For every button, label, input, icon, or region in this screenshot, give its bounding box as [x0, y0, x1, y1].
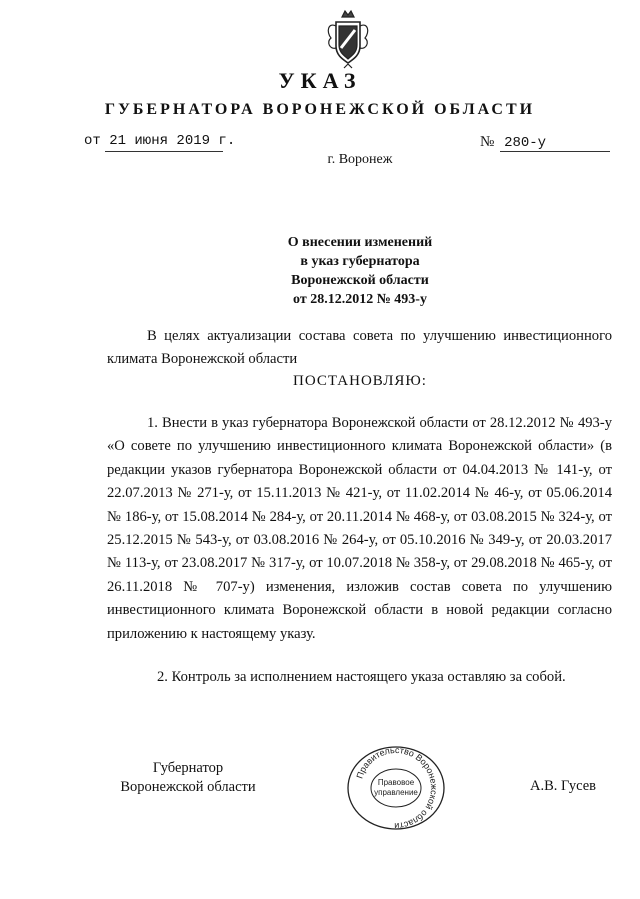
preamble-paragraph: В целях актуализации состава совета по улучшению инвестиционного климата Воронежской области: [107, 328, 612, 368]
official-stamp: [343, 745, 449, 831]
number-label: №: [480, 134, 495, 150]
stamp-center-line: Правовое: [377, 778, 415, 787]
stamp-ring-text: Правительство Воронежской области: [354, 745, 440, 831]
heading-line: от 28.12.2012 № 493-у: [293, 292, 427, 307]
city: г. Воронеж: [327, 152, 393, 167]
clause-1-paragraph: 1. Внести в указ губернатора Воронежской области от 28.12.2012 № 493-у «О совете по улучшению инвестиционного климата Воронежской области» (в редакции указов губернатора Воронежской области от 04.04.2013 № 141-у, от 22.07.2013 № 271-у, от 15.11.2013 № 421-у, от 11.02.2014 № 46-у, от 05.06.2014 № 186-у, от 15.08.2014 № 284-у, от 20.11.2014 № 468-у, от 03.08.2015 № 324-у, от 25.12.2015 № 543-у, от 03.08.2016 № 264-у, от 05.10.2016 № 349-у, от 20.03.2017 № 113-у, от 23.08.2017 № 317-у, от 10.07.2018 № 358-у, от 29.08.2018 № 465-у, от 26.11.2018 № 707-у) изменения, изложив состав совета по улучшению инвестиционного климата Воронежской области в новой редакции согласно приложению к настоящему указу.: [107, 415, 612, 642]
number-value: 280-у: [504, 135, 547, 151]
document-date: от 21 июня 2019 г.: [84, 133, 236, 149]
clause-2-paragraph: 2. Контроль за исполнением настоящего указа оставляю за собой.: [157, 669, 566, 685]
coat-of-arms-emblem: [322, 8, 374, 70]
signatory-title: [108, 759, 268, 797]
document-title: УКАЗ: [278, 68, 362, 93]
signatory-title-line: Воронежской области: [120, 779, 256, 795]
stamp-center-line: управление: [374, 788, 418, 797]
decree-word: ПОСТАНОВЛЯЮ:: [293, 373, 427, 389]
document-subtitle: ГУБЕРНАТОРА ВОРОНЕЖСКОЙ ОБЛАСТИ: [104, 101, 536, 118]
document-number: [480, 134, 546, 151]
heading-line: в указ губернатора: [300, 254, 420, 269]
heading-line: О внесении изменений: [287, 235, 433, 250]
document-heading: [0, 233, 640, 309]
signatory-title-line: Губернатор: [152, 760, 224, 776]
heading-line: Воронежской области: [291, 273, 429, 288]
signatory-name: А.В. Гусев: [530, 778, 596, 794]
